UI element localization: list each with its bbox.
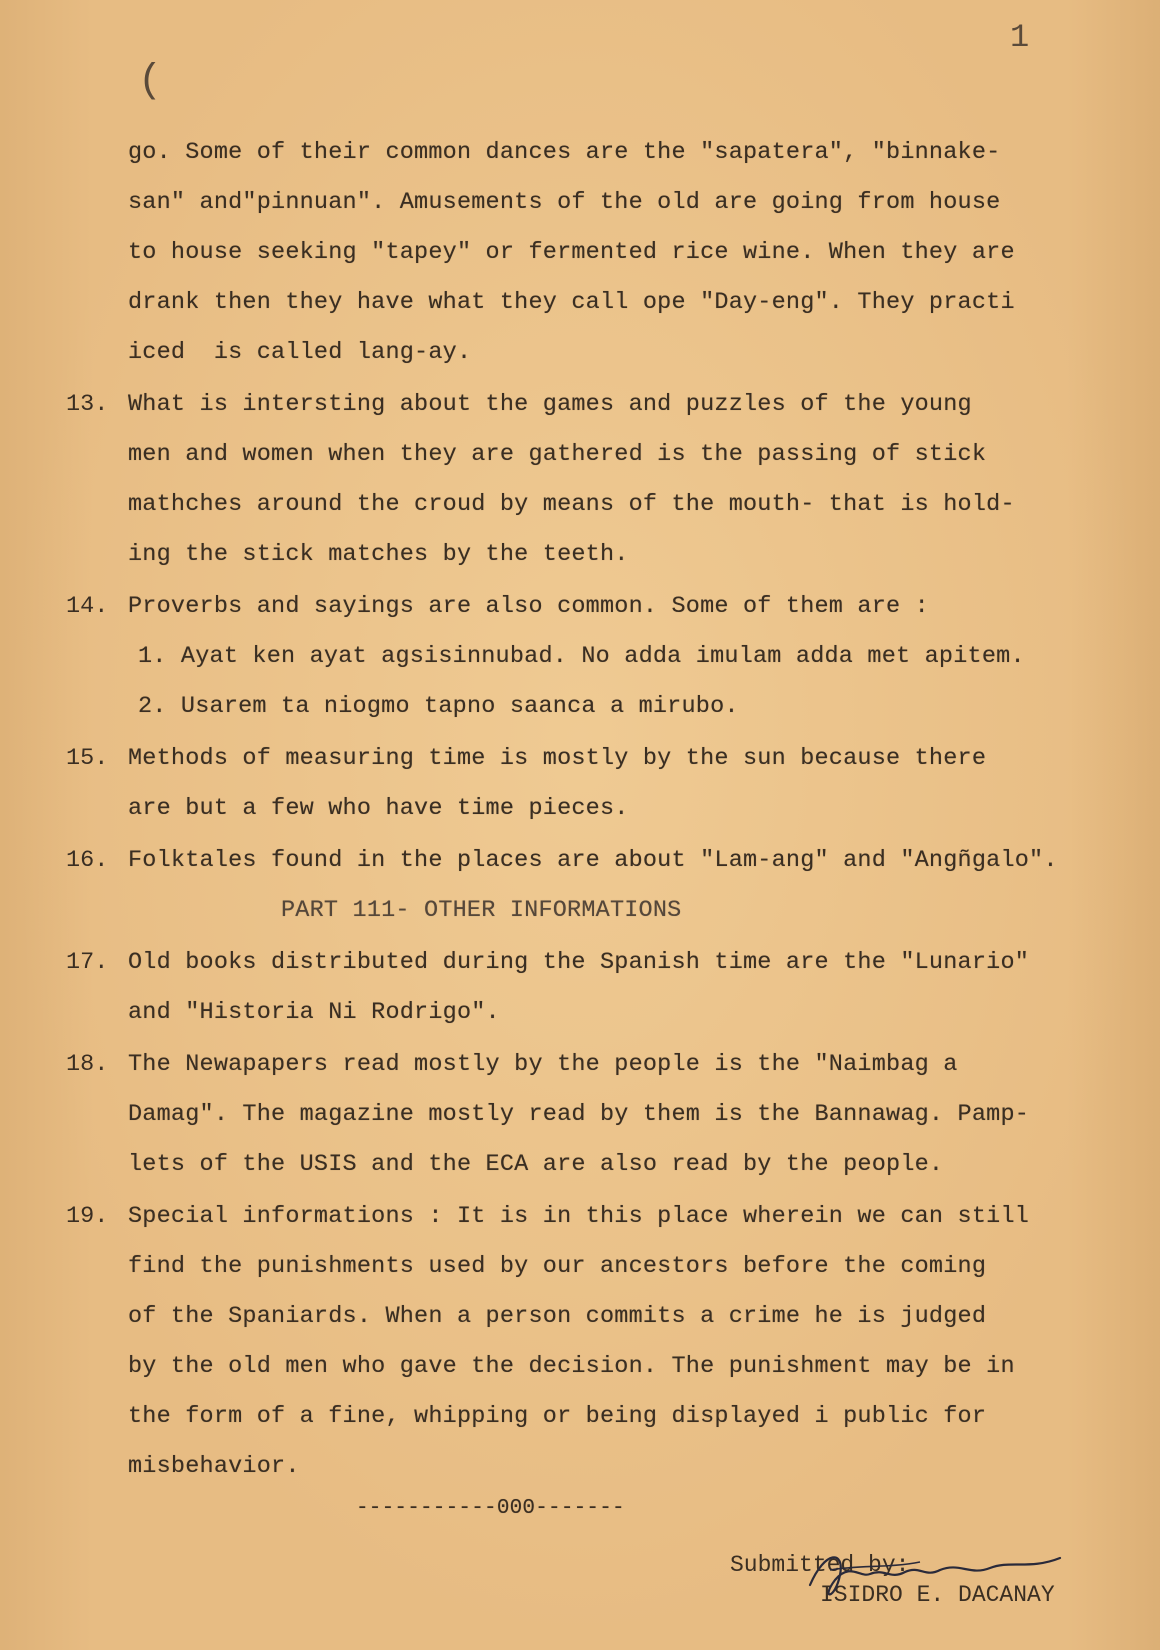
submitted-by-label: Submitted by: bbox=[730, 1552, 910, 1578]
para-13-line-4: ing the stick matches by the teeth. bbox=[128, 541, 629, 568]
proverb-1: 1. Ayat ken ayat agsisinnubad. No adda imulam adda met apitem. bbox=[138, 643, 1025, 670]
para-18-line-3: lets of the USIS and the ECA are also read by the people. bbox=[128, 1151, 944, 1178]
para-15-line-2: are but a few who have time pieces. bbox=[128, 795, 629, 822]
proverb-2: 2. Usarem ta niogmo tapno saanca a mirubo. bbox=[138, 693, 739, 720]
para-19-line-2: find the punishments used by our ancestors before the coming bbox=[128, 1253, 987, 1280]
para-19-line-1: Special informations : It is in this place wherein we can still bbox=[128, 1203, 1030, 1230]
para-13-line-1: What is intersting about the games and puzzles of the young bbox=[128, 391, 972, 418]
para-16-line-1: Folktales found in the places are about "Lam-ang" and "Angñgalo". bbox=[128, 847, 1058, 874]
para-12-line-4: drank then they have what they call ope "Day-eng". They practi bbox=[128, 289, 1015, 316]
item-number-19: 19. bbox=[66, 1203, 109, 1230]
para-19-line-5: the form of a fine, whipping or being displayed i public for bbox=[128, 1403, 987, 1430]
para-14-line-1: Proverbs and sayings are also common. Some of them are : bbox=[128, 593, 929, 620]
para-13-line-3: mathches around the croud by means of the mouth- that is hold- bbox=[128, 491, 1015, 518]
para-12-line-1: go. Some of their common dances are the "sapatera", "binnake- bbox=[128, 139, 1001, 166]
para-15-line-1: Methods of measuring time is mostly by the sun because there bbox=[128, 745, 987, 772]
para-13-line-2: men and women when they are gathered is the passing of stick bbox=[128, 441, 987, 468]
item-number-16: 16. bbox=[66, 847, 109, 874]
para-18-line-1: The Newapapers read mostly by the people is the "Naimbag a bbox=[128, 1051, 958, 1078]
item-number-14: 14. bbox=[66, 593, 109, 620]
para-12-line-5: iced is called lang-ay. bbox=[128, 339, 472, 366]
item-number-18: 18. bbox=[66, 1051, 109, 1078]
item-number-13: 13. bbox=[66, 391, 109, 418]
item-number-17: 17. bbox=[66, 949, 109, 976]
page-number: 1 bbox=[1010, 19, 1030, 56]
signatory-name: ISIDRO E. DACANAY bbox=[820, 1582, 1055, 1608]
para-17-line-2: and "Historia Ni Rodrigo". bbox=[128, 999, 500, 1026]
signature-block bbox=[730, 1550, 1090, 1640]
para-19-line-6: misbehavior. bbox=[128, 1453, 300, 1480]
para-12-line-2: san" and"pinnuan". Amusements of the old are going from house bbox=[128, 189, 1001, 216]
part-heading: PART 111- OTHER INFORMATIONS bbox=[281, 897, 682, 924]
para-18-line-2: Damag". The magazine mostly read by them is the Bannawag. Pamp- bbox=[128, 1101, 1030, 1128]
para-19-line-4: by the old men who gave the decision. The punishment may be in bbox=[128, 1353, 1015, 1380]
para-19-line-3: of the Spaniards. When a person commits a crime he is judged bbox=[128, 1303, 987, 1330]
para-17-line-1: Old books distributed during the Spanish time are the "Lunario" bbox=[128, 949, 1030, 976]
item-number-15: 15. bbox=[66, 745, 109, 772]
para-12-line-3: to house seeking "tapey" or fermented rice wine. When they are bbox=[128, 239, 1015, 266]
margin-mark: ( bbox=[138, 59, 163, 104]
handwritten-signature-icon bbox=[800, 1540, 1100, 1610]
end-separator: -----------000------- bbox=[356, 1497, 625, 1520]
